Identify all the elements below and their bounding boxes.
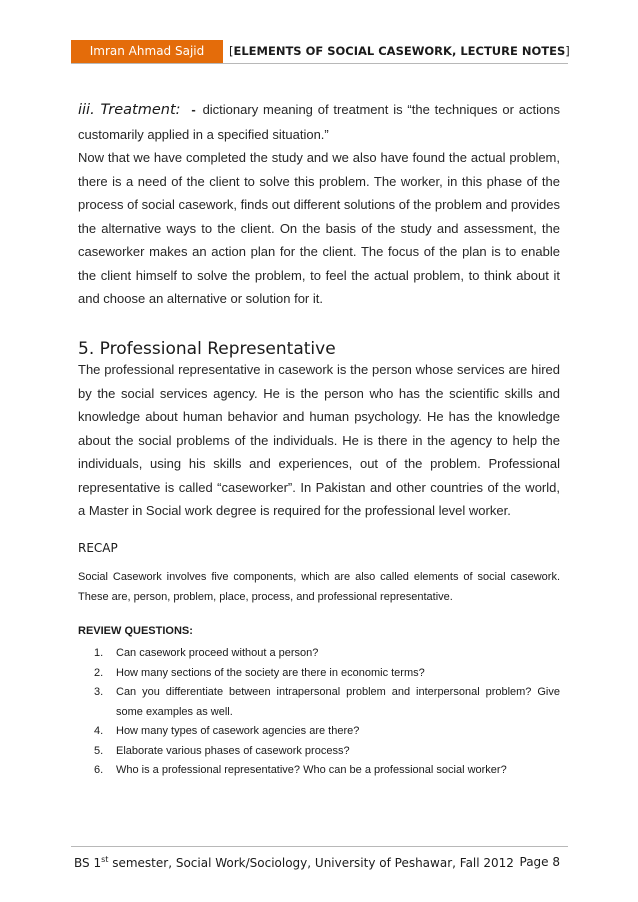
treatment-dash: - (191, 102, 196, 117)
list-item: 1. Can casework proceed without a person? (94, 647, 319, 659)
header-bracket-close: ] (565, 44, 570, 58)
section-body: The professional representative in casework is the person whose services are hired by the social services agency. He is the person who has the scientific skills and knowledge about human behavior and human psychology. He has the knowledge about the social problems of the individuals. He is there in the agency to help the individuals, using his skills and experiences, out of the problem. Professional representative is called “caseworker”. In Pakistan and other countries of the world, a Master in Social work degree is required for the professional level worker. (78, 362, 560, 518)
header-title-text: ELEMENTS OF SOCIAL CASEWORK, LECTURE NOTES (233, 44, 566, 58)
list-item: 5. Elaborate various phases of casework process? (94, 744, 350, 757)
review-questions-list (78, 644, 560, 781)
treatment-body: Now that we have completed the study and we also have found the actual problem, there is a need of the client to solve this problem. The worker, in this phase of the process of social casework, finds out different solutions of the problem and provides the alternative ways to the client. On the basis of the study and assessment, the caseworker makes an action plan for the client. The focus of the plan is to enable the client himself to solve the problem, to feel the actual problem, to think about it and choose an alternative or solution for it. (78, 150, 560, 306)
header-author: Imran Ahmad Sajid (71, 40, 223, 63)
page-header (71, 40, 568, 64)
list-item: 3. Can you differentiate between intrapersonal problem and interpersonal problem? Give some examples as well. (94, 686, 560, 718)
treatment-paragraph (78, 98, 560, 311)
page-number: Page 8 (519, 855, 560, 869)
treatment-label: iii. Treatment: (78, 102, 181, 118)
list-item: 6. Who is a professional representative? Who can be a professional social worker? (94, 764, 507, 776)
header-title (229, 40, 570, 63)
recap-heading: RECAP (78, 541, 118, 555)
footer-course: BS 1st semester, Social Work/Sociology, University of Peshawar, Fall 2012 (74, 855, 514, 870)
section-heading: 5. Professional Representative (78, 339, 336, 359)
review-heading: REVIEW QUESTIONS: (78, 625, 193, 637)
treatment-definition: dictionary meaning of treatment is “the techniques or actions customarily applied in a specified situation.” (78, 102, 560, 142)
recap-text: Social Casework involves five components, which are also called elements of social casework. These are, person, problem, place, process, and professional representative. (78, 571, 560, 603)
page-footer (71, 846, 568, 870)
header-bracket-open: [ (229, 44, 234, 58)
list-item: 4. How many types of casework agencies are there? (94, 725, 360, 737)
list-item: 2. How many sections of the society are there in economic terms? (94, 666, 425, 679)
